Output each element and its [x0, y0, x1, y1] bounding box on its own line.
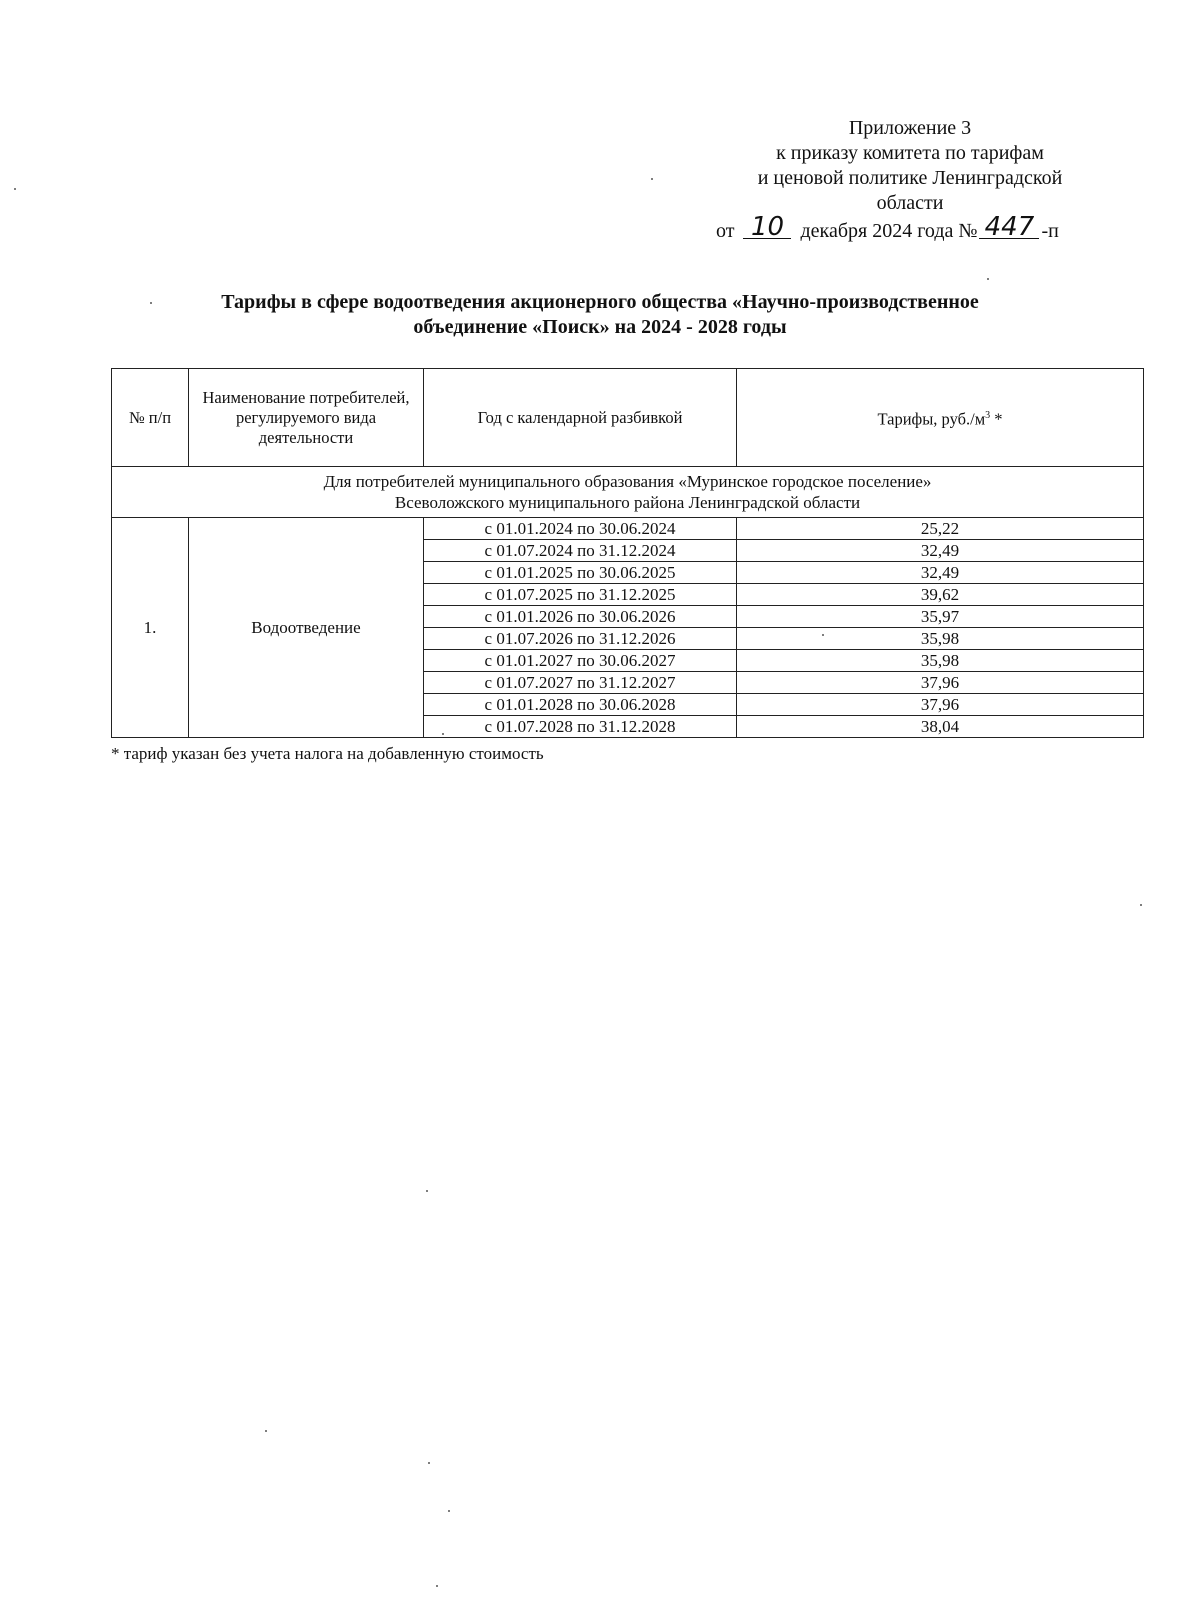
scan-speck: [987, 278, 989, 280]
tariff-cell: 37,96: [737, 672, 1144, 694]
period-cell: с 01.01.2025 по 30.06.2025: [424, 562, 737, 584]
order-month-year: декабря 2024 года №: [800, 220, 978, 242]
header-consumer-name: Наименование потребителей, регулируемого вида деятельности: [189, 369, 424, 467]
scan-speck: [265, 1430, 267, 1432]
scan-speck: [428, 1462, 430, 1464]
tariff-cell: 35,98: [737, 650, 1144, 672]
scan-speck: [822, 634, 824, 636]
handwritten-order-day: 10: [743, 216, 791, 239]
scan-speck: [436, 1585, 438, 1587]
tariff-cell: 35,97: [737, 606, 1144, 628]
scan-speck: [426, 1190, 428, 1192]
period-cell: с 01.01.2027 по 30.06.2027: [424, 650, 737, 672]
tariff-cell: 37,96: [737, 694, 1144, 716]
period-cell: с 01.01.2026 по 30.06.2026: [424, 606, 737, 628]
group-caption: [112, 467, 1144, 518]
table-row: [112, 518, 1144, 540]
row-service-name: Водоотведение: [189, 518, 424, 738]
appendix-order-ref: к приказу комитета по тарифам: [776, 142, 1044, 164]
scan-speck: [651, 178, 653, 180]
scan-speck: [1140, 904, 1142, 906]
tariff-cell: 39,62: [737, 584, 1144, 606]
group-caption-line-2: Всеволожского муниципального района Ленинградской области: [394, 493, 861, 512]
period-cell: с 01.01.2028 по 30.06.2028: [424, 694, 737, 716]
period-cell: с 01.07.2027 по 31.12.2027: [424, 672, 737, 694]
header-number: № п/п: [112, 369, 189, 467]
scan-speck: [448, 1510, 450, 1512]
tariff-table: [111, 368, 1144, 738]
period-cell: с 01.07.2028 по 31.12.2028: [424, 716, 737, 738]
period-cell: с 01.07.2026 по 31.12.2026: [424, 628, 737, 650]
row-number: 1.: [112, 518, 189, 738]
tariff-cell: 35,98: [737, 628, 1144, 650]
appendix-header: [690, 116, 1130, 216]
tariff-cell: 25,22: [737, 518, 1144, 540]
header-tariff-asterisk: *: [990, 409, 1003, 429]
document-title: [100, 290, 1100, 340]
order-suffix: -п: [1041, 220, 1059, 242]
period-cell: с 01.07.2024 по 31.12.2024: [424, 540, 737, 562]
period-cell: с 01.01.2024 по 30.06.2024: [424, 518, 737, 540]
header-tariff: [737, 369, 1144, 467]
scan-speck: [14, 188, 16, 190]
tariff-cell: 32,49: [737, 562, 1144, 584]
scan-speck: [442, 733, 444, 735]
group-caption-line-1: Для потребителей муниципального образования «Муринское городское поселение»: [323, 472, 932, 491]
header-tariff-label: Тарифы, руб./м: [877, 409, 986, 429]
appendix-committee: и ценовой политике Ленинградской: [757, 167, 1063, 189]
header-tariff-superscript: 3: [985, 409, 991, 421]
tariff-cell: 32,49: [737, 540, 1144, 562]
table-header-row: [112, 369, 1144, 467]
appendix-region: области: [876, 192, 944, 214]
appendix-number: Приложение 3: [848, 117, 972, 139]
handwritten-order-number: 447: [979, 216, 1039, 239]
order-date-line: [716, 212, 1059, 243]
title-line-1: Тарифы в сфере водоотведения акционерного общества «Научно-производственное: [221, 291, 979, 313]
scan-speck: [150, 302, 152, 304]
header-period: Год с календарной разбивкой: [424, 369, 737, 467]
tariff-cell: 38,04: [737, 716, 1144, 738]
order-prefix: от: [716, 220, 735, 242]
footnote: * тариф указан без учета налога на добавленную стоимость: [111, 744, 544, 763]
title-line-2: объединение «Поиск» на 2024 - 2028 годы: [413, 316, 787, 338]
group-row: [112, 467, 1144, 518]
period-cell: с 01.07.2025 по 31.12.2025: [424, 584, 737, 606]
